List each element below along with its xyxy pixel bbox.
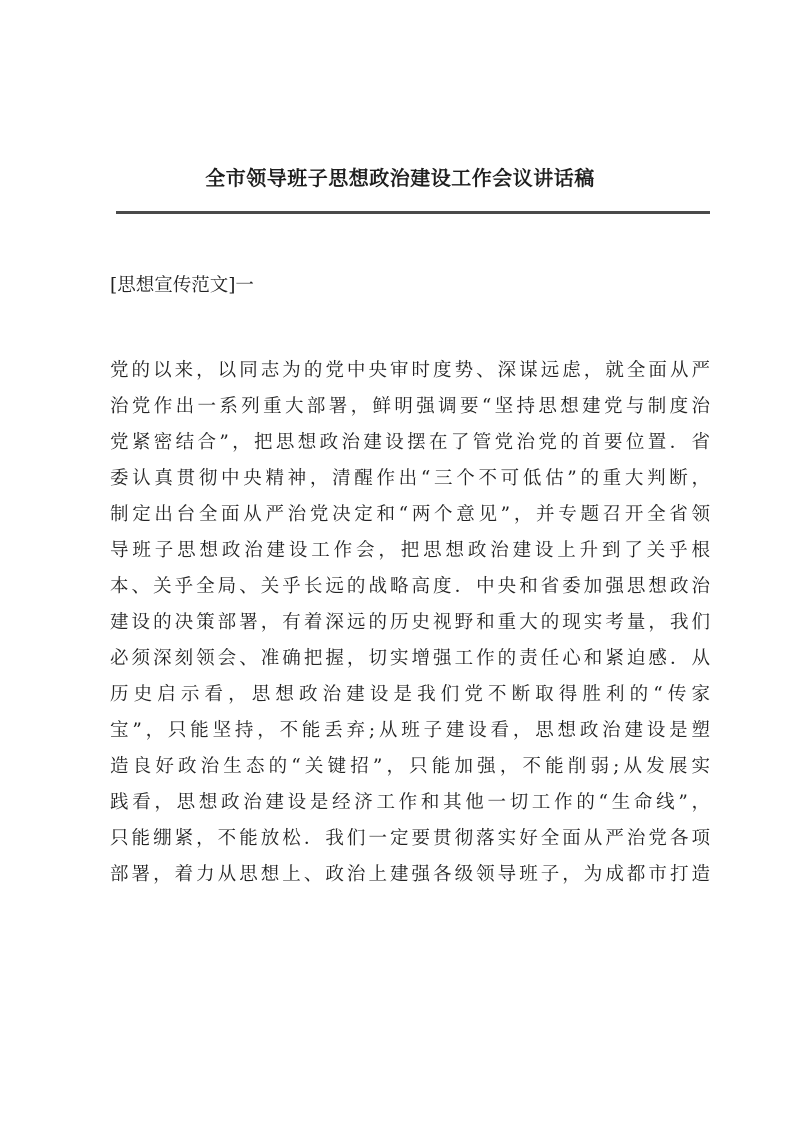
body-line: 宝”，只能坚持，不能丢弃;从班子建设看，思想政治建设是塑 bbox=[110, 720, 710, 741]
body-line: 践看，思想政治建设是经济工作和其他一切工作的“生命线”， bbox=[110, 792, 710, 813]
body-line: 部署，着力从思想上、政治上建强各级领导班子，为成都市打造 bbox=[110, 864, 710, 885]
document-body bbox=[110, 353, 710, 893]
body-line: 历史启示看，思想政治建设是我们党不断取得胜利的“传家 bbox=[110, 684, 710, 705]
body-line: 造良好政治生态的“关键招”，只能加强，不能削弱;从发展实 bbox=[110, 756, 710, 777]
body-line: 只能绷紧，不能放松．我们一定要贯彻落实好全面从严治党各项 bbox=[110, 828, 710, 849]
body-line: 委认真贯彻中央精神，清醒作出“三个不可低估”的重大判断， bbox=[110, 468, 710, 489]
body-line: 必须深刻领会、准确把握，切实增强工作的责任心和紧迫感．从 bbox=[110, 648, 710, 669]
body-line: 导班子思想政治建设工作会，把思想政治建设上升到了关乎根 bbox=[110, 540, 710, 561]
body-line: 建设的决策部署，有着深远的历史视野和重大的现实考量，我们 bbox=[110, 612, 710, 633]
body-line: 党的以来，以同志为的党中央审时度势、深谋远虑，就全面从严 bbox=[110, 360, 710, 381]
document-category-label: [思想宣传范文]一 bbox=[110, 275, 254, 296]
body-line: 党紧密结合”，把思想政治建设摆在了管党治党的首要位置．省 bbox=[110, 432, 710, 453]
body-line: 制定出台全面从严治党决定和“两个意见”，并专题召开全省领 bbox=[110, 504, 710, 525]
body-line: 治党作出一系列重大部署，鲜明强调要“坚持思想建党与制度治 bbox=[110, 396, 710, 417]
title-underline-divider bbox=[116, 211, 710, 214]
document-title: 全市领导班子思想政治建设工作会议讲话稿 bbox=[205, 166, 595, 190]
body-line: 本、关乎全局、关乎长远的战略高度．中央和省委加强思想政治 bbox=[110, 576, 710, 597]
